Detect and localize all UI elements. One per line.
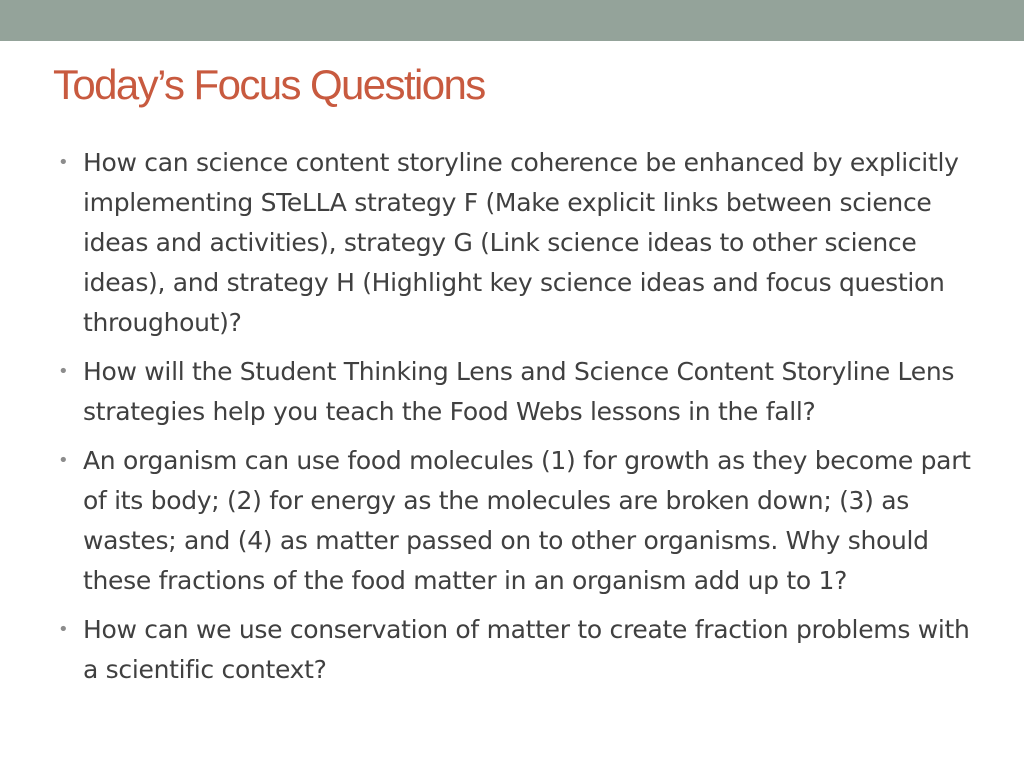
bullet-marker-icon: •	[58, 450, 69, 471]
focus-question-text: An organism can use food molecules (1) for growth as they become part of its body; (2) for energy as the molecules are broken down; (3) as wastes; and (4) as matter passed on to other organisms. Why should these fractions of the food matter in an organism add up to 1?	[83, 446, 971, 595]
focus-question-text: How will the Student Thinking Lens and Science Content Storyline Lens strategies help you teach the Food Webs lessons in the fall?	[83, 357, 955, 426]
top-accent-band	[0, 0, 1024, 41]
bullet-marker-icon: •	[58, 152, 69, 173]
focus-question-item	[58, 441, 978, 601]
focus-questions-list	[58, 143, 978, 699]
focus-question-item	[58, 352, 978, 432]
slide-title: Today’s Focus Questions	[53, 61, 485, 108]
focus-question-item	[58, 143, 978, 343]
bullet-marker-icon: •	[58, 619, 69, 640]
focus-question-item	[58, 610, 978, 690]
focus-question-text: How can science content storyline coherence be enhanced by explicitly implementing STeLLA strategy F (Make explicit links between science ideas and activities), strategy G (Link science ideas to other science ideas), and strategy H (Highlight key science ideas and focus question throughout)?	[83, 148, 959, 337]
focus-question-text: How can we use conservation of matter to create fraction problems with a scientific context?	[83, 615, 970, 684]
bullet-marker-icon: •	[58, 361, 69, 382]
